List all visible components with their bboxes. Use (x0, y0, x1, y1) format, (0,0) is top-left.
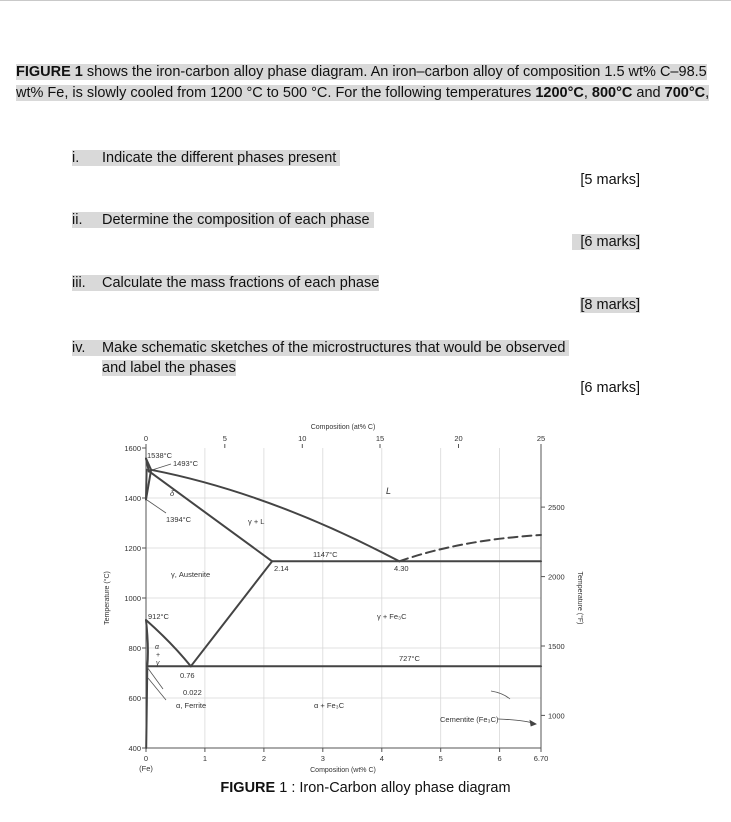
svg-text:1500: 1500 (548, 642, 565, 651)
marks-ii: [6 marks] (572, 234, 640, 250)
svg-text:2500: 2500 (548, 503, 565, 512)
label-1147: 1147°C (313, 550, 338, 559)
svg-text:2000: 2000 (548, 572, 565, 582)
label-gamma-liquid: γ + L (248, 517, 265, 526)
label-liquid: L (386, 486, 392, 496)
svg-text:(Fe): (Fe) (139, 764, 153, 773)
svg-text:5: 5 (438, 754, 443, 763)
svg-text:1000: 1000 (548, 711, 565, 721)
question-iv: iv. Make schematic sketches of the microstructures that would be observed and label the phases (72, 338, 569, 378)
right-tick-labels (548, 503, 565, 721)
svg-text:1: 1 (202, 754, 207, 763)
svg-text:800: 800 (128, 644, 141, 653)
question-intro: FIGURE 1 shows the iron-carbon alloy phase diagram. An iron–carbon alloy of composition 1.5 wt% C–98.5 wt% Fe, is slowly cooled from 1200 °C to 500 °C. For the following temperatures 1200°C, 800°C and 700°C, (16, 64, 710, 101)
top-rule (0, 0, 731, 1)
a3-line (146, 620, 191, 666)
right-ticks (541, 507, 545, 715)
svg-text:1600: 1600 (124, 444, 141, 453)
marks-i: [5 marks] (580, 172, 640, 188)
svg-text:6.70: 6.70 (533, 754, 549, 763)
marks-iii: [8 marks] (580, 297, 640, 313)
right-axis-title: Temperature (°F) (576, 571, 583, 625)
question-i: i. Indicate the different phases present (72, 148, 340, 168)
label-delta: δ (170, 489, 175, 498)
cementite-arrow (498, 719, 536, 726)
temp-1200: 1200°C (535, 85, 584, 101)
svg-text:3: 3 (320, 754, 325, 763)
label-4-30: 4.30 (394, 564, 409, 573)
question-ii: ii. Determine the composition of each phase (72, 210, 374, 230)
label-912: 912°C (148, 612, 169, 621)
iron-carbon-phase-diagram (100, 418, 620, 778)
top-tick-labels (144, 434, 545, 443)
bottom-axis-title: Composition (wt% C) (310, 767, 376, 774)
question-iii: iii. Calculate the mass fractions of each phase (72, 275, 380, 291)
label-austenite: γ, Austenite (171, 570, 211, 579)
bottom-ticks (146, 748, 541, 752)
svg-text:1200: 1200 (124, 544, 141, 553)
svg-text:25: 25 (536, 434, 546, 443)
marks-iv: [6 marks] (580, 380, 640, 396)
label-plus-small: + (156, 652, 161, 659)
temp-700: 700°C (664, 85, 706, 101)
svg-text:5: 5 (222, 434, 227, 443)
label-727: 727°C (399, 654, 420, 663)
temp-800: 800°C (591, 85, 633, 101)
svg-text:4: 4 (379, 754, 384, 763)
label-alpha-small: α (155, 644, 159, 651)
label-cementite: Cementite (Fe₃C) (440, 715, 499, 724)
ferrite-solvus (146, 666, 147, 748)
svg-text:400: 400 (128, 744, 141, 753)
svg-text:2: 2 (261, 754, 266, 763)
label-1394: 1394°C (166, 515, 192, 524)
left-tick-labels (124, 444, 141, 753)
top-axis-title: Composition (at% C) (310, 424, 376, 431)
svg-text:1000: 1000 (124, 594, 141, 603)
svg-text:600: 600 (128, 694, 141, 703)
label-gamma-small: γ (156, 660, 160, 667)
svg-text:6: 6 (497, 754, 502, 763)
label-1538: 1538°C (147, 451, 173, 460)
label-gamma-fe3c: γ + Fe₃C (377, 612, 407, 621)
label-0-022: 0.022 (183, 688, 202, 697)
label-1493: 1493°C (173, 459, 199, 468)
delta-solvus (146, 470, 147, 500)
left-axis-title: Temperature (°C) (104, 571, 111, 625)
label-2-14: 2.14 (274, 564, 289, 573)
svg-text:15: 15 (375, 434, 385, 443)
svg-text:1400: 1400 (124, 494, 141, 503)
svg-text:10: 10 (298, 434, 307, 443)
label-ferrite: α, Ferrite (176, 701, 207, 710)
figure-ref: FIGURE 1 (16, 64, 83, 80)
top-ticks (146, 444, 541, 448)
svg-text:0: 0 (143, 754, 149, 763)
svg-text:20: 20 (454, 434, 463, 443)
figure-caption: FIGURE 1 : Iron-Carbon alloy phase diagram (220, 780, 511, 796)
label-0-76: 0.76 (180, 671, 195, 680)
leader-lines (147, 464, 510, 700)
label-alpha-fe3c: α + Fe₃C (314, 701, 345, 710)
svg-text:0: 0 (143, 434, 149, 443)
